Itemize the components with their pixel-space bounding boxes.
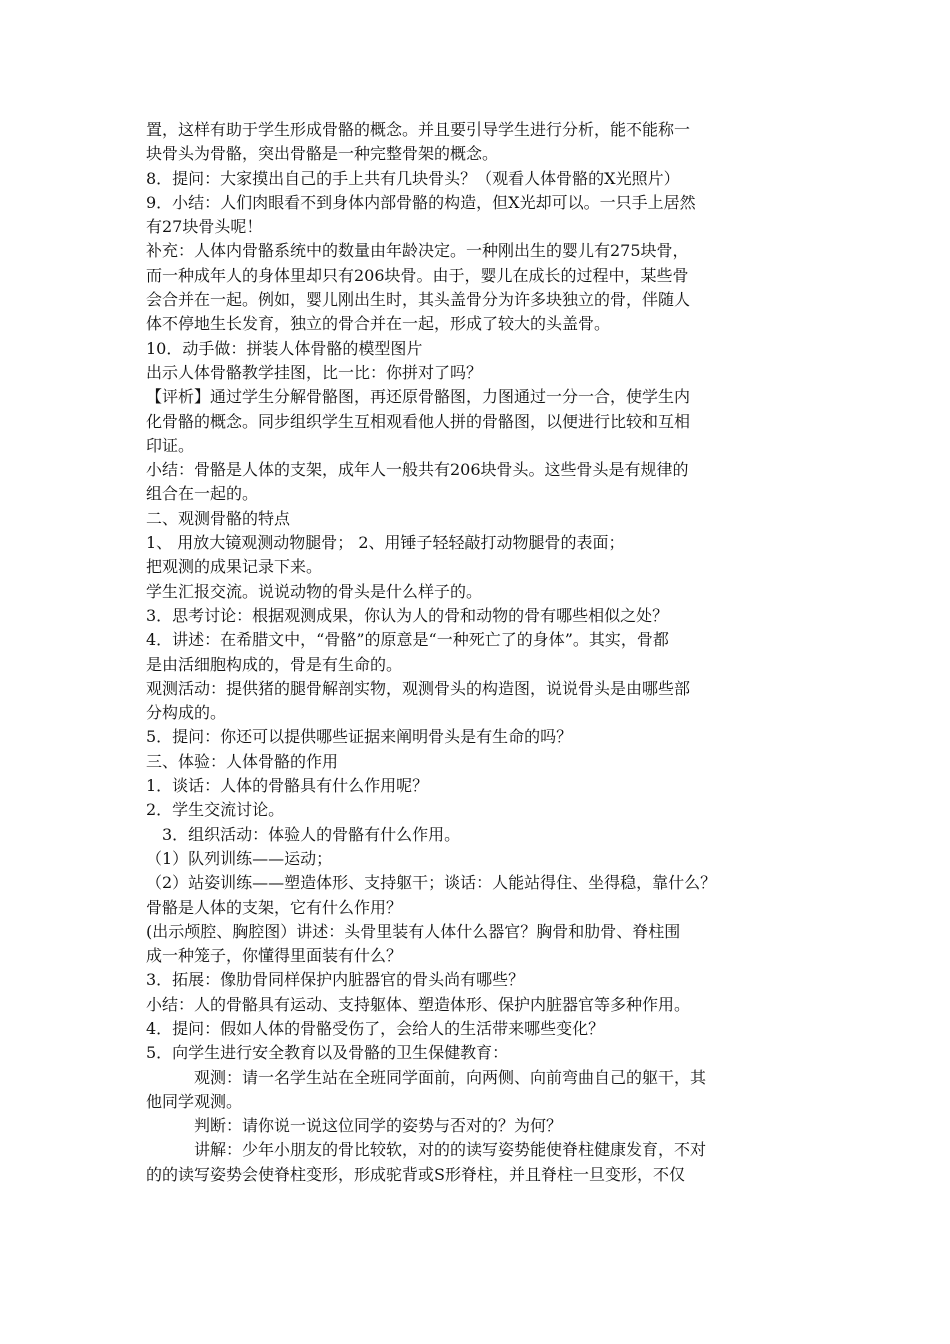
- text-line: 讲解：少年小朋友的骨比较软，对的的读写姿势能使脊柱健康发育，不对: [194, 1140, 707, 1160]
- text-line: 印证。: [146, 435, 195, 455]
- text-line: （1）队列训练——运动；: [146, 848, 333, 868]
- text-line: 分构成的。: [146, 703, 227, 723]
- text-line: 4．讲述：在希腊文中，“骨骼”的原意是“一种死亡了的身体”。其实，骨都: [146, 630, 669, 650]
- text-line: 有27块骨头呢！: [146, 217, 263, 237]
- text-line: 观测：请一名学生站在全班同学面前，向两侧、向前弯曲自己的躯干，其: [194, 1067, 707, 1087]
- text-line: 10．动手做：拼装人体骨骼的模型图片: [146, 338, 423, 358]
- text-line: 骨骼是人体的支架，它有什么作用？: [146, 897, 403, 917]
- text-line: 3．拓展：像肋骨同样保护内脏器官的骨头尚有哪些？: [146, 970, 525, 990]
- text-line: 体不停地生长发育，独立的骨合并在一起，形成了较大的头盖骨。: [146, 314, 611, 334]
- text-line: 5．向学生进行安全教育以及骨骼的卫生保健教育：: [146, 1043, 509, 1063]
- text-line: 1．谈话：人体的骨骼具有什么作用呢？: [146, 776, 429, 796]
- text-line: 2．学生交流讨论。: [146, 800, 285, 820]
- text-line: 成一种笼子，你懂得里面装有什么？: [146, 946, 403, 966]
- text-line: 而一种成年人的身体里却只有206块骨。由于，婴儿在成长的过程中，某些骨: [146, 265, 689, 285]
- text-line: 会合并在一起。例如，婴儿刚出生时，其头盖骨分为许多块独立的骨，伴随人: [146, 290, 691, 310]
- text-line: 组合在一起的。: [146, 484, 259, 504]
- text-line: 把观测的成果记录下来。: [146, 557, 323, 577]
- text-line: 置，这样有助于学生形成骨骼的概念。并且要引导学生进行分析，能不能称一: [146, 120, 691, 139]
- text-line: (出示颅腔、胸腔图）讲述：头骨里装有人体什么器官？胸骨和肋骨、脊柱围: [146, 921, 681, 941]
- text-line: 是由活细胞构成的，骨是有生命的。: [146, 654, 403, 674]
- text-line: 化骨骼的概念。同步组织学生互相观看他人拼的骨骼图，以便进行比较和互相: [146, 411, 691, 431]
- text-line: 补充：人体内骨骼系统中的数量由年龄决定。一种刚出生的婴儿有275块骨，: [146, 241, 689, 261]
- text-line: 4．提问：假如人体的骨骼受伤了，会给人的生活带来哪些变化？: [146, 1018, 605, 1038]
- text-line: 1、 用放大镜观测动物腿骨； 2、用锤子轻轻敲打动物腿骨的表面；: [146, 533, 625, 553]
- text-line: （2）站姿训练——塑造体形、支持躯干；谈话：人能站得住、坐得稳，靠什么？: [146, 873, 717, 893]
- text-line: 8．提问：大家摸出自己的手上共有几块骨头？（观看人体骨骼的X光照片）: [146, 168, 680, 188]
- text-line: 的的读写姿势会使脊柱变形，形成驼背或S形脊柱，并且脊柱一旦变形，不仅: [146, 1164, 685, 1184]
- document-body: [146, 118, 826, 1187]
- text-line: 5．提问：你还可以提供哪些证据来阐明骨头是有生命的吗？: [146, 727, 573, 747]
- text-line: 小结：人的骨骼具有运动、支持躯体、塑造体形、保护内脏器官等多种作用。: [146, 994, 691, 1014]
- section-heading: 二、观测骨骼的特点: [146, 508, 291, 528]
- text-line: 【评析】通过学生分解骨骼图，再还原骨骼图，力图通过一分一合，使学生内: [146, 387, 691, 407]
- text-line: 学生汇报交流。说说动物的骨头是什么样子的。: [146, 581, 483, 601]
- text-line: 他同学观测。: [146, 1091, 243, 1111]
- text-line: 块骨头为骨骼，突出骨骼是一种完整骨架的概念。: [146, 144, 499, 164]
- text-line: 9．小结：人们肉眼看不到身体内部骨骼的构造，但X光却可以。一只手上居然: [146, 192, 696, 212]
- section-heading: 三、体验：人体骨骼的作用: [146, 751, 339, 771]
- text-line: 出示人体骨骼教学挂图，比一比：你拼对了吗？: [146, 362, 483, 382]
- text-line: 判断：请你说一说这位同学的姿势与否对的？为何？: [194, 1116, 563, 1136]
- text-line: 3．组织活动：体验人的骨骼有什么作用。: [162, 824, 461, 844]
- text-line: 观测活动：提供猪的腿骨解剖实物，观测骨头的构造图，说说骨头是由哪些部: [146, 678, 691, 698]
- text-line: 3．思考讨论：根据观测成果，你认为人的骨和动物的骨有哪些相似之处？: [146, 605, 669, 625]
- text-line: 小结：骨骼是人体的支架，成年人一般共有206块骨头。这些骨头是有规律的: [146, 460, 689, 480]
